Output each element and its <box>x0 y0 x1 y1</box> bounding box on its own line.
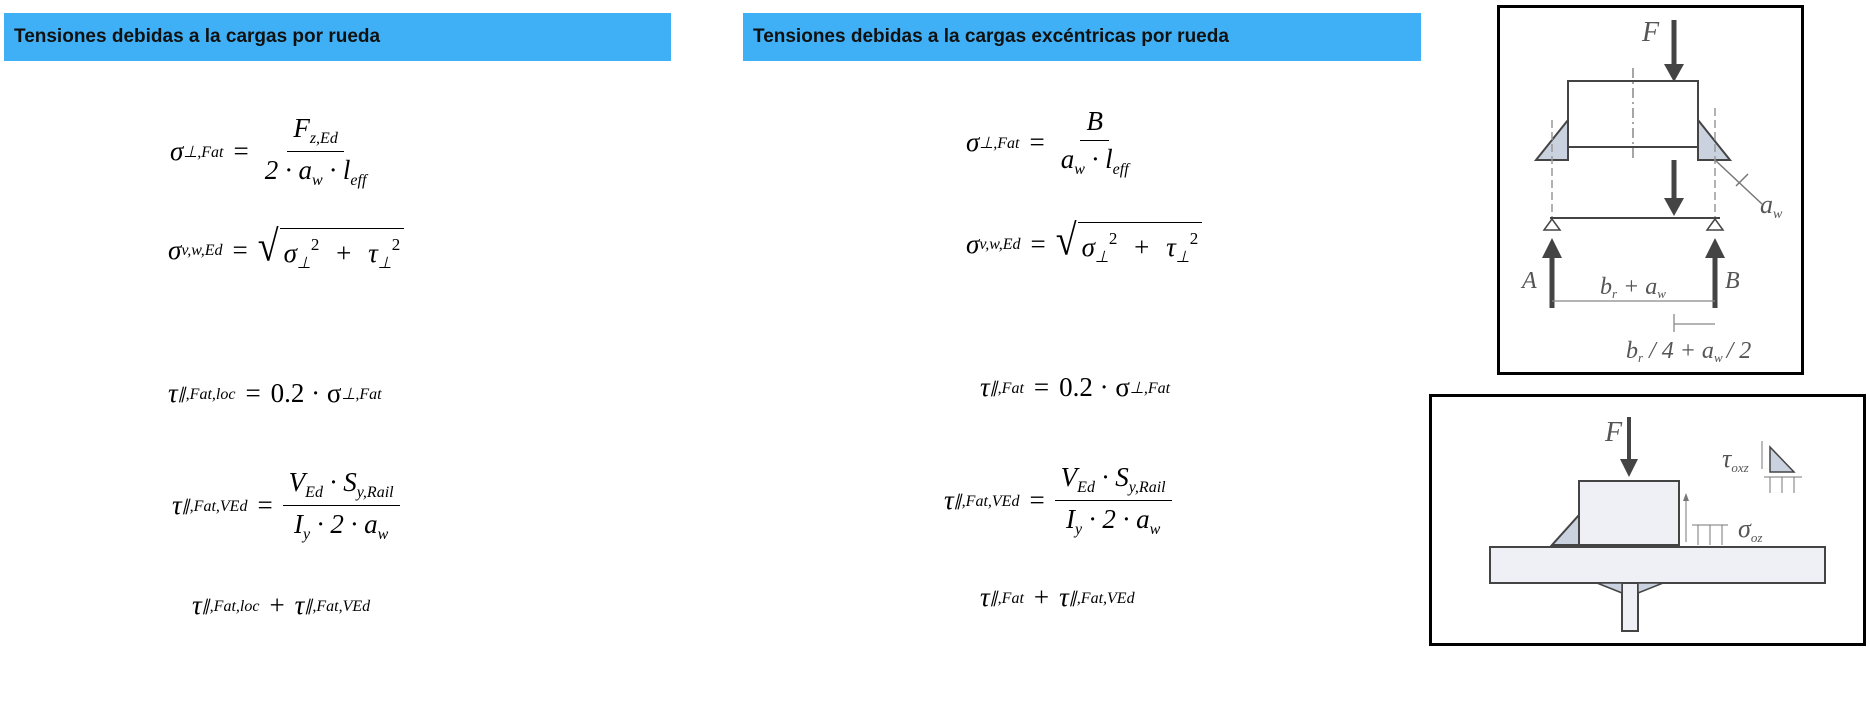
dimension-br-aw-label: br + aw <box>1600 274 1666 301</box>
reaction-a-label: A <box>1522 268 1537 294</box>
reaction-b-label: B <box>1725 268 1740 294</box>
sigma-oz-label: σoz <box>1738 514 1763 545</box>
left-formula-tau-sum: τ ∥,Fat,loc + τ ∥,Fat,VEd <box>192 590 371 620</box>
force-f-label: F <box>1605 417 1623 448</box>
left-formula-tau-loc: τ ∥,Fat,loc = 0.2 · σ ⊥,Fat <box>168 378 382 408</box>
force-f-label: F <box>1642 17 1660 48</box>
right-section-header: Tensiones debidas a la cargas excéntricas por rueda <box>743 13 1421 61</box>
left-section-header: Tensiones debidas a la cargas por rueda <box>4 13 671 61</box>
right-formula-sigma-perp: σ ⊥,Fat = $\frac{B}{a_w \cdot l_{eff}}$ <box>966 106 1129 178</box>
left-formula-sigma-vw: σ v,w,Ed = √ $\sigma_\perp^2 + \tau_\perp^2$ <box>168 228 404 273</box>
left-formula-tau-ved: τ ∥,Fat,VEd = $\frac{V_{Ed} \cdot S_{y,Rail}}{I_y \cdot 2 \cdot a_w}$ <box>172 467 400 544</box>
tau-oxz-label: τoxz <box>1722 444 1749 475</box>
right-formula-tau-ved: τ ∥,Fat,VEd = $\frac{V_{Ed} \cdot S_{y,Rail}}{I_y \cdot 2 \cdot a_w}$ <box>944 462 1172 539</box>
right-formula-sigma-vw: σ v,w,Ed = √ $\sigma_\perp^2 + \tau_\perp^2$ <box>966 222 1202 267</box>
weld-throat-label: aw <box>1760 190 1783 222</box>
right-formula-tau: τ ∥,Fat = 0.2 · σ ⊥,Fat <box>980 372 1171 402</box>
eccentric-load-diagram <box>1497 5 1804 375</box>
left-formula-sigma-perp: σ ⊥,Fat = $\frac{F_{z,Ed}}{2 \cdot a_w \cdot l_{eff}}$ <box>170 113 367 189</box>
dimension-br4-aw2-label: br / 4 + aw / 2 <box>1626 338 1752 365</box>
right-formula-tau-sum: τ ∥,Fat + τ ∥,Fat,VEd <box>980 582 1135 612</box>
rail-stress-diagram <box>1429 394 1866 646</box>
